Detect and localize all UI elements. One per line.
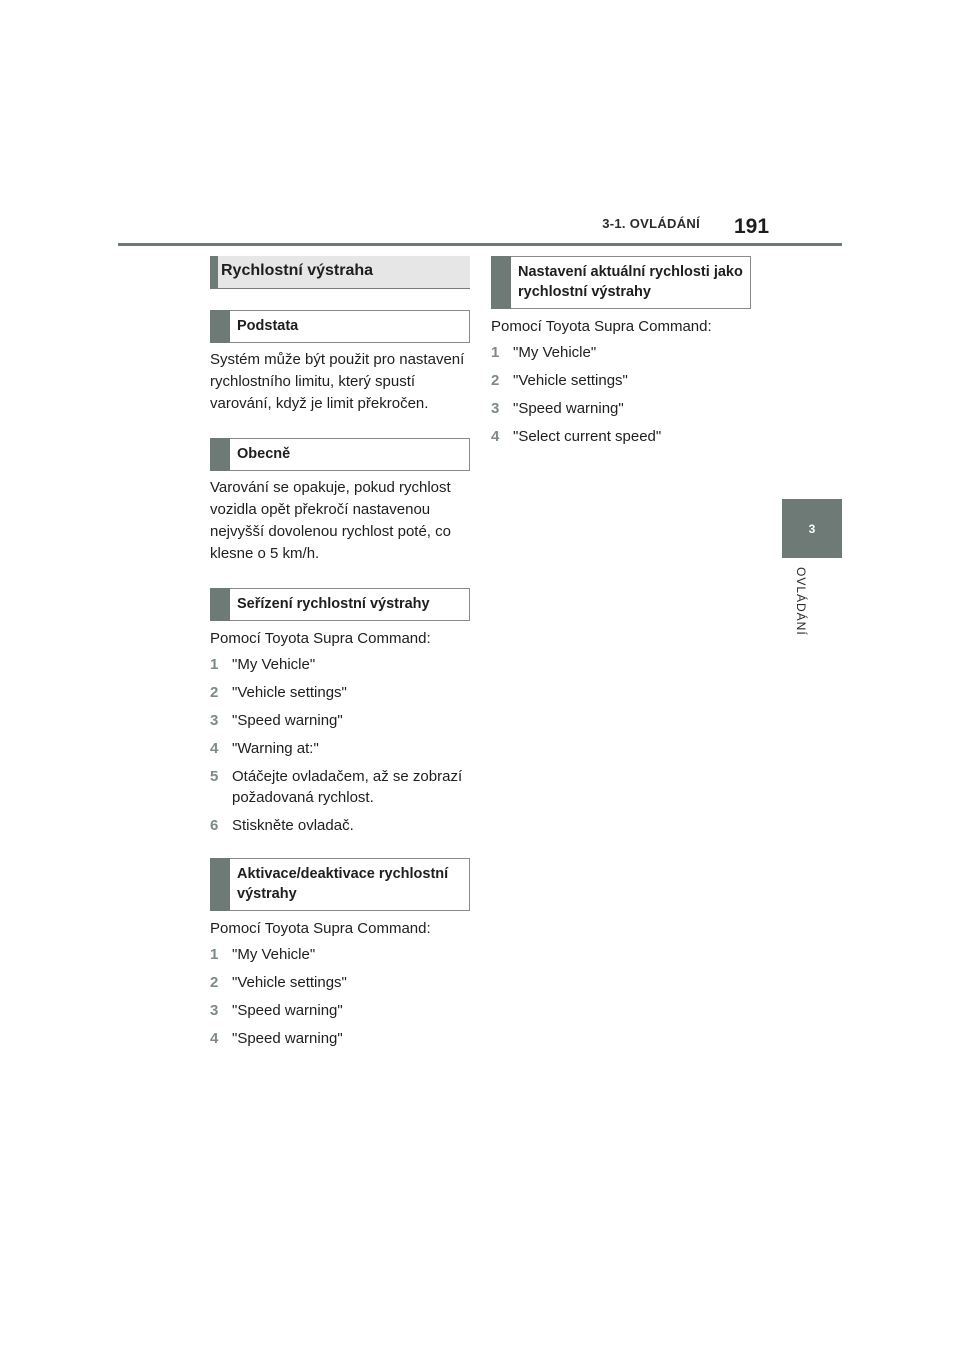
header-rule	[118, 243, 842, 246]
list-item	[210, 815, 470, 836]
step-text: "Select current speed"	[513, 428, 662, 445]
running-head: 3-1. OVLÁDÁNÍ	[602, 216, 700, 231]
step-number: 1	[491, 344, 500, 361]
step-text: "Speed warning"	[232, 1002, 343, 1019]
step-text: "Vehicle settings"	[513, 372, 628, 389]
intro-nastaveni: Pomocí Toyota Supra Command:	[491, 318, 712, 335]
step-text: "Vehicle settings"	[232, 684, 347, 701]
step-text: "Speed warning"	[513, 400, 624, 417]
list-item	[210, 1000, 470, 1021]
step-number: 4	[210, 740, 219, 757]
list-item	[210, 654, 470, 675]
list-item	[210, 1028, 470, 1049]
list-item	[210, 738, 470, 759]
step-number: 4	[210, 1030, 219, 1047]
step-number: 5	[210, 768, 219, 785]
section-heading-speed-warning: Rychlostní výstraha	[210, 256, 470, 289]
list-item	[491, 398, 751, 419]
subheading-podstata: Podstata	[210, 310, 470, 343]
list-item	[491, 426, 751, 447]
step-number: 2	[491, 372, 500, 389]
step-number: 3	[210, 1002, 219, 1019]
step-number: 2	[210, 974, 219, 991]
step-number: 3	[491, 400, 500, 417]
paragraph-podstata: Systém může být použit pro nastavení rychlostního limitu, který spustí varování, když je limit překročen.	[210, 351, 465, 412]
step-number: 3	[210, 712, 219, 729]
right-column	[491, 256, 751, 454]
steps-aktivace	[210, 944, 470, 1049]
step-text: "My Vehicle"	[232, 946, 316, 963]
step-text: Stiskněte ovladač.	[232, 817, 354, 834]
list-item	[210, 710, 470, 731]
page-number: 191	[734, 215, 770, 238]
subheading-serizeni: Seřízení rychlostní výstrahy	[210, 588, 470, 621]
list-item	[210, 944, 470, 965]
step-text: "Vehicle settings"	[232, 974, 347, 991]
list-item	[210, 682, 470, 703]
step-text: "Warning at:"	[232, 740, 319, 757]
step-text: "My Vehicle"	[232, 656, 316, 673]
left-column	[210, 256, 470, 1056]
subheading-nastaveni: Nastavení aktuální rychlosti jako rychlostní výstrahy	[491, 256, 751, 309]
list-item	[491, 342, 751, 363]
subheading-obecne: Obecně	[210, 438, 470, 471]
list-item	[210, 766, 470, 808]
step-number: 4	[491, 428, 500, 445]
chapter-tab	[782, 499, 842, 558]
step-text: "Speed warning"	[232, 712, 343, 729]
chapter-side-label: OVLÁDÁNÍ	[794, 567, 808, 636]
step-text: "My Vehicle"	[513, 344, 597, 361]
steps-serizeni	[210, 654, 470, 836]
paragraph-obecne: Varování se opakuje, pokud rychlost vozidla opět překročí nastavenou nejvyšší dovolenou rychlost poté, co klesne o 5 km/h.	[210, 479, 451, 562]
step-number: 6	[210, 817, 219, 834]
list-item	[210, 972, 470, 993]
step-text: Otáčejte ovladačem, až se zobrazí požadovaná rychlost.	[232, 768, 463, 806]
step-number: 1	[210, 946, 219, 963]
step-number: 1	[210, 656, 219, 673]
list-item	[491, 370, 751, 391]
step-text: "Speed warning"	[232, 1030, 343, 1047]
subheading-aktivace: Aktivace/deaktivace rychlostní výstrahy	[210, 858, 470, 911]
step-number: 2	[210, 684, 219, 701]
chapter-number: 3	[808, 521, 816, 536]
steps-nastaveni	[491, 342, 751, 447]
intro-aktivace: Pomocí Toyota Supra Command:	[210, 920, 431, 937]
intro-serizeni: Pomocí Toyota Supra Command:	[210, 630, 431, 647]
